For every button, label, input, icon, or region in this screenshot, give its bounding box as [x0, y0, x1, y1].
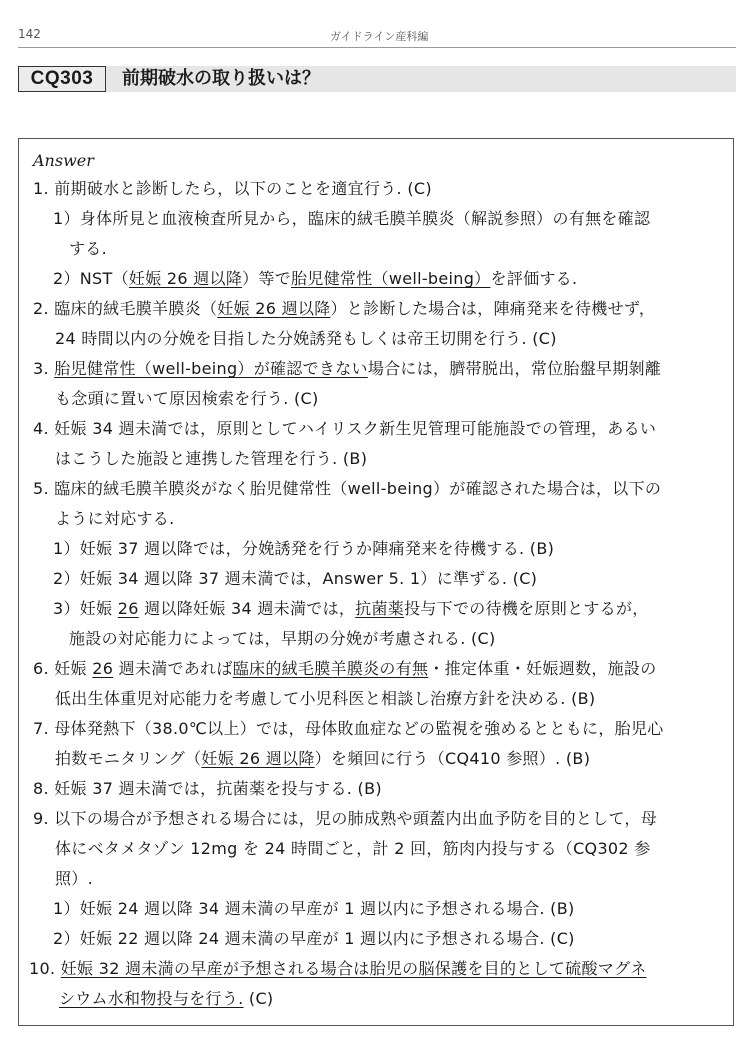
answer-text-segment: 週未満であれば [113, 659, 233, 678]
answer-text-segment: ）を頻回に行う（CQ410 参照）. (B) [314, 749, 591, 768]
answer-text-segment: 妊娠 26 週以降 [128, 269, 243, 288]
answer-text-segment: 2）NST（ [53, 269, 129, 288]
answer-line [55, 839, 651, 859]
answer-text-segment: ・推定体重・妊娠週数，施設の [428, 659, 657, 678]
answer-text-segment: 2）妊娠 34 週以降 37 週未満では，Answer 5. 1）に準ずる. (C) [53, 569, 538, 588]
answer-text-segment: 4. 妊娠 34 週未満では，原則としてハイリスク新生児管理可能施設での管理，あるい [33, 419, 657, 438]
answer-line [33, 479, 661, 499]
answer-text-segment: 8. 妊娠 37 週未満では，抗菌薬を投与する. (B) [33, 779, 382, 798]
answer-text-segment: 9. 以下の場合が予想される場合には，児の肺成熟や頭蓋内出血予防を目的として，母 [33, 809, 658, 828]
answer-text-segment: 10. [29, 959, 61, 978]
answer-text-segment: 場合には，臍帯脱出，常位胎盤早期剝離 [367, 359, 662, 378]
answer-line [33, 419, 656, 439]
answer-line [33, 179, 432, 199]
answer-text-segment: する. [69, 239, 107, 258]
answer-line [53, 599, 649, 619]
answer-text-segment: 2）妊娠 22 週以降 24 週未満の早産が 1 週以内に予想される場合. (C) [53, 929, 575, 948]
answer-text-segment: 24 時間以内の分娩を目指した分娩誘発もしくは帝王切開を行う. (C) [55, 329, 557, 348]
answer-line [55, 389, 319, 409]
answer-text-segment: 胎児健常性（well-being）が確認できない [54, 359, 368, 378]
answer-text-segment: 照）. [55, 869, 93, 888]
answer-line [55, 869, 93, 889]
cq-heading-bar [18, 66, 736, 92]
answer-text-segment: 6. 妊娠 [33, 659, 93, 678]
answer-box [18, 138, 734, 1026]
answer-text-segment: 胎児健常性（well-being） [291, 269, 491, 288]
answer-text-segment: 拍数モニタリング（ [55, 749, 202, 768]
answer-text-segment: 妊娠 26 週以降 [217, 299, 331, 318]
answer-text-segment: 投与下での待機を原則とするが， [404, 599, 649, 618]
answer-text-segment: 2. 臨床的絨毛膜羊膜炎（ [33, 299, 218, 318]
answer-line [53, 929, 575, 949]
answer-line [55, 329, 557, 349]
answer-line [69, 629, 496, 649]
answer-line [53, 569, 537, 589]
answer-text-segment: 抗菌薬 [355, 599, 405, 618]
answer-line [33, 299, 655, 319]
answer-text-segment: 26 [117, 599, 139, 618]
answer-text-segment: (C) [243, 989, 274, 1008]
answer-line [53, 899, 575, 919]
answer-line [33, 779, 382, 799]
answer-text-segment: 7. 母体発熱下（38.0℃以上）では，母体敗血症などの監視を強めるとともに，胎児心 [33, 719, 664, 738]
cq-title: 前期破水の取り扱いは？ [122, 68, 320, 89]
answer-text-segment: 施設の対応能力によっては，早期の分娩が考慮される. (C) [69, 629, 496, 648]
answer-text-segment: も念頭に置いて原因検索を行う. (C) [55, 389, 319, 408]
answer-text-segment: 1）身体所見と血液検査所見から，臨床的絨毛膜羊膜炎（解説参照）の有無を確認 [53, 209, 651, 228]
answer-line [53, 539, 554, 559]
answer-text-segment: ように対応する. [55, 509, 175, 528]
answer-text-segment: 臨床的絨毛膜羊膜炎の有無 [232, 659, 429, 678]
cq-badge: CQ303 [18, 66, 106, 92]
answer-line [33, 809, 657, 829]
answer-text-segment: ）等で [242, 269, 292, 288]
answer-text-segment: 妊娠 26 週以降 [201, 749, 315, 768]
running-title: ガイドライン産科編 [330, 30, 429, 43]
page-number: 142 [18, 27, 41, 41]
answer-line [69, 239, 107, 259]
answer-text-segment: シウム水和物投与を行う. [59, 989, 244, 1008]
answer-text-segment: 5. 臨床的絨毛膜羊膜炎がなく胎児健常性（well-being）が確認された場合は，以下の [33, 479, 662, 498]
answer-text-segment: 低出生体重児対応能力を考慮して小児科医と相談し治療方針を決める. (B) [55, 689, 596, 708]
answer-text-segment: 週以降妊娠 34 週未満では， [138, 599, 356, 618]
answer-text-segment: 体にベタメタゾン 12mg を 24 時間ごと，計 2 回，筋肉内投与する（CQ302 参 [55, 839, 651, 858]
answer-text-segment: はこうした施設と連携した管理を行う. (B) [55, 449, 368, 468]
answer-text-segment: 1）妊娠 24 週以降 34 週未満の早産が 1 週以内に予想される場合. (B) [53, 899, 575, 918]
answer-text-segment: 3. [33, 359, 55, 378]
answer-text-segment: 妊娠 32 週未満の早産が予想される場合は胎児の脳保護を目的として硫酸マグネ [60, 959, 647, 978]
answer-line [55, 749, 590, 769]
answer-line [29, 959, 647, 979]
answer-label: Answer [33, 151, 94, 170]
answer-text-segment: 1. 前期破水と診断したら，以下のことを適宜行う. (C) [33, 179, 432, 198]
answer-text-segment: 1）妊娠 37 週以降では，分娩誘発を行うか陣痛発来を待機する. (B) [53, 539, 555, 558]
answer-line [33, 659, 657, 679]
header-rule [18, 47, 736, 48]
answer-line [53, 209, 650, 229]
answer-line [53, 269, 577, 289]
answer-line [55, 449, 367, 469]
answer-line [33, 359, 661, 379]
answer-line [55, 509, 175, 529]
answer-text-segment: を評価する. [490, 269, 578, 288]
answer-line [55, 689, 595, 709]
answer-text-segment: 26 [92, 659, 114, 678]
answer-line [59, 989, 273, 1009]
answer-text-segment: ）と診断した場合は，陣痛発来を待機せず， [330, 299, 656, 318]
answer-text-segment: 3）妊娠 [53, 599, 118, 618]
answer-line [33, 719, 664, 739]
